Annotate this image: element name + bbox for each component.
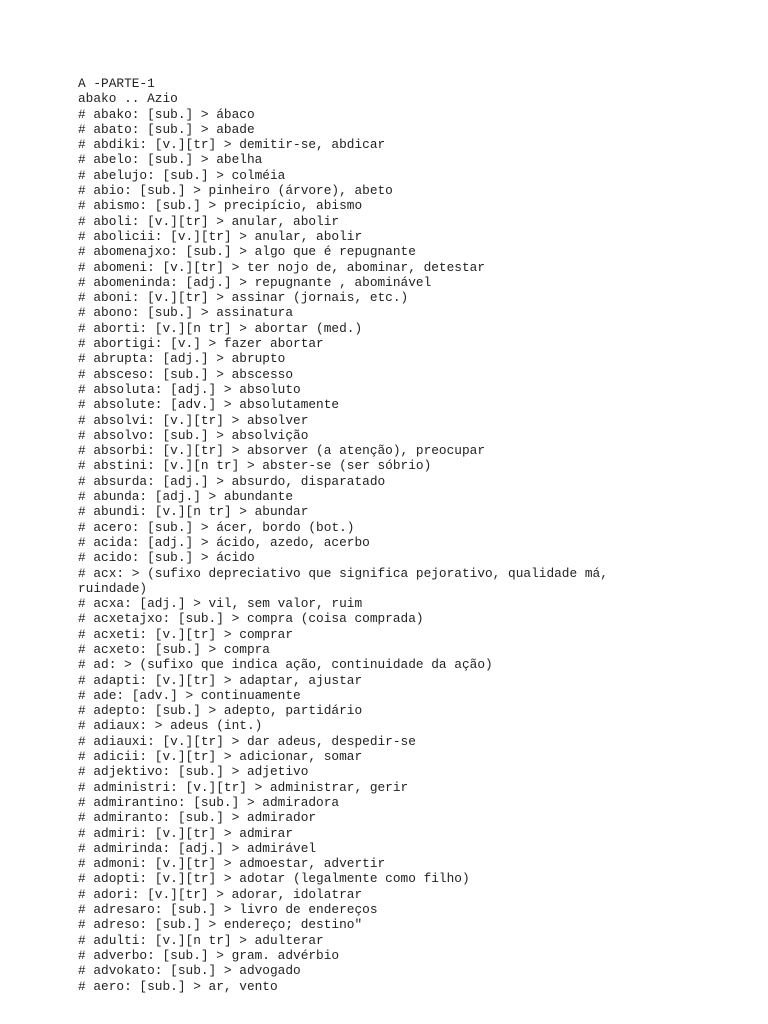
dictionary-entry: # abomeni: [v.][tr] > ter nojo de, abominar, detestar — [78, 259, 486, 275]
dictionary-entry: # admoni: [v.][tr] > admoestar, advertir — [78, 856, 386, 872]
dictionary-entry: # absoluta: [adj.] > absoluto — [78, 381, 301, 397]
dictionary-entry: # adjektivo: [sub.] > adjetivo — [78, 764, 309, 780]
dictionary-entry: # abomeninda: [adj.] > repugnante , abominável — [78, 274, 432, 290]
dictionary-entry: # aborti: [v.][n tr] > abortar (med.) — [78, 320, 363, 336]
dictionary-entry: # acxeto: [sub.] > compra — [78, 641, 270, 657]
dictionary-entry: # abstini: [v.][n tr] > abster-se (ser sóbrio) — [78, 458, 432, 474]
dictionary-entry: # advokato: [sub.] > advogado — [78, 963, 301, 979]
dictionary-entry: # adepto: [sub.] > adepto, partidário — [78, 703, 363, 719]
dictionary-entry: # absolvi: [v.][tr] > absolver — [78, 412, 309, 428]
dictionary-entry: # abolicii: [v.][tr] > anular, abolir — [78, 228, 363, 244]
dictionary-entry: # acxetajxo: [sub.] > compra (coisa comprada) — [78, 611, 424, 627]
dictionary-entry: # acido: [sub.] > ácido — [78, 550, 255, 566]
dictionary-entry: # aboni: [v.][tr] > assinar (jornais, etc.) — [78, 290, 409, 306]
dictionary-entry: # adopti: [v.][tr] > adotar (legalmente como filho) — [78, 871, 470, 887]
dictionary-entry: # adulti: [v.][n tr] > adulterar — [78, 932, 324, 948]
section-heading: A -PARTE-1 — [78, 76, 155, 91]
dictionary-entry: # adiauxi: [v.][tr] > dar adeus, despedir-se — [78, 733, 416, 749]
entry-list — [78, 107, 718, 994]
dictionary-entry: # abelujo: [sub.] > colméia — [78, 167, 286, 183]
dictionary-entry: # abundi: [v.][n tr] > abundar — [78, 504, 309, 520]
dictionary-entry: # acxeti: [v.][tr] > comprar — [78, 626, 294, 642]
dictionary-entry: # adiaux: > adeus (int.) — [78, 718, 263, 734]
dictionary-entry: # adverbo: [sub.] > gram. advérbio — [78, 947, 340, 963]
dictionary-entry: # acxa: [adj.] > vil, sem valor, ruim — [78, 596, 363, 612]
dictionary-entry: # abrupta: [adj.] > abrupto — [78, 351, 286, 367]
dictionary-entry: # absolute: [adv.] > absolutamente — [78, 397, 340, 413]
dictionary-entry: # abortigi: [v.] > fazer abortar — [78, 336, 324, 352]
dictionary-entry: # abelo: [sub.] > abelha — [78, 152, 263, 168]
dictionary-entry: # absurda: [adj.] > absurdo, disparatado — [78, 473, 386, 489]
dictionary-entry: # abomenajxo: [sub.] > algo que é repugnante — [78, 244, 416, 260]
dictionary-entry: # adapti: [v.][tr] > adaptar, ajustar — [78, 672, 363, 688]
dictionary-entry: # administri: [v.][tr] > administrar, gerir — [78, 779, 409, 795]
dictionary-entry: # admirinda: [adj.] > admirável — [78, 840, 317, 856]
dictionary-entry: # admiri: [v.][tr] > admirar — [78, 825, 294, 841]
dictionary-entry: # aboli: [v.][tr] > anular, abolir — [78, 213, 340, 229]
dictionary-entry: # admirantino: [sub.] > admiradora — [78, 794, 340, 810]
dictionary-entry: # absceso: [sub.] > abscesso — [78, 366, 294, 382]
dictionary-entry: # acida: [adj.] > ácido, azedo, acerbo — [78, 534, 370, 550]
dictionary-entry: # abio: [sub.] > pinheiro (árvore), abeto — [78, 183, 393, 199]
dictionary-entry: # adicii: [v.][tr] > adicionar, somar — [78, 749, 363, 765]
dictionary-entry: # admiranto: [sub.] > admirador — [78, 810, 317, 826]
dictionary-entry: # abako: [sub.] > ábaco — [78, 106, 255, 122]
dictionary-entry: # adresaro: [sub.] > livro de endereços — [78, 902, 378, 918]
dictionary-page — [78, 76, 718, 994]
dictionary-entry: # ad: > (sufixo que indica ação, continuidade da ação) — [78, 657, 493, 673]
section-range: abako .. Azio — [78, 91, 178, 107]
dictionary-entry: # acero: [sub.] > ácer, bordo (bot.) — [78, 519, 355, 535]
dictionary-entry: # abismo: [sub.] > precipício, abismo — [78, 198, 363, 214]
dictionary-entry: # absolvo: [sub.] > absolvição — [78, 427, 309, 443]
dictionary-entry: # ade: [adv.] > continuamente — [78, 687, 301, 703]
dictionary-entry: # adori: [v.][tr] > adorar, idolatrar — [78, 886, 363, 902]
dictionary-entry: # acx: > (sufixo depreciativo que significa pejorativo, qualidade má, ruindade) — [78, 565, 616, 596]
dictionary-entry: # abono: [sub.] > assinatura — [78, 305, 294, 321]
dictionary-entry: # adreso: [sub.] > endereço; destino" — [78, 917, 363, 933]
dictionary-entry: # absorbi: [v.][tr] > absorver (a atenção), preocupar — [78, 443, 486, 459]
dictionary-entry: # abdiki: [v.][tr] > demitir-se, abdicar — [78, 137, 386, 153]
dictionary-entry: # aero: [sub.] > ar, vento — [78, 978, 278, 994]
dictionary-entry: # abato: [sub.] > abade — [78, 121, 255, 137]
dictionary-entry: # abunda: [adj.] > abundante — [78, 489, 294, 505]
